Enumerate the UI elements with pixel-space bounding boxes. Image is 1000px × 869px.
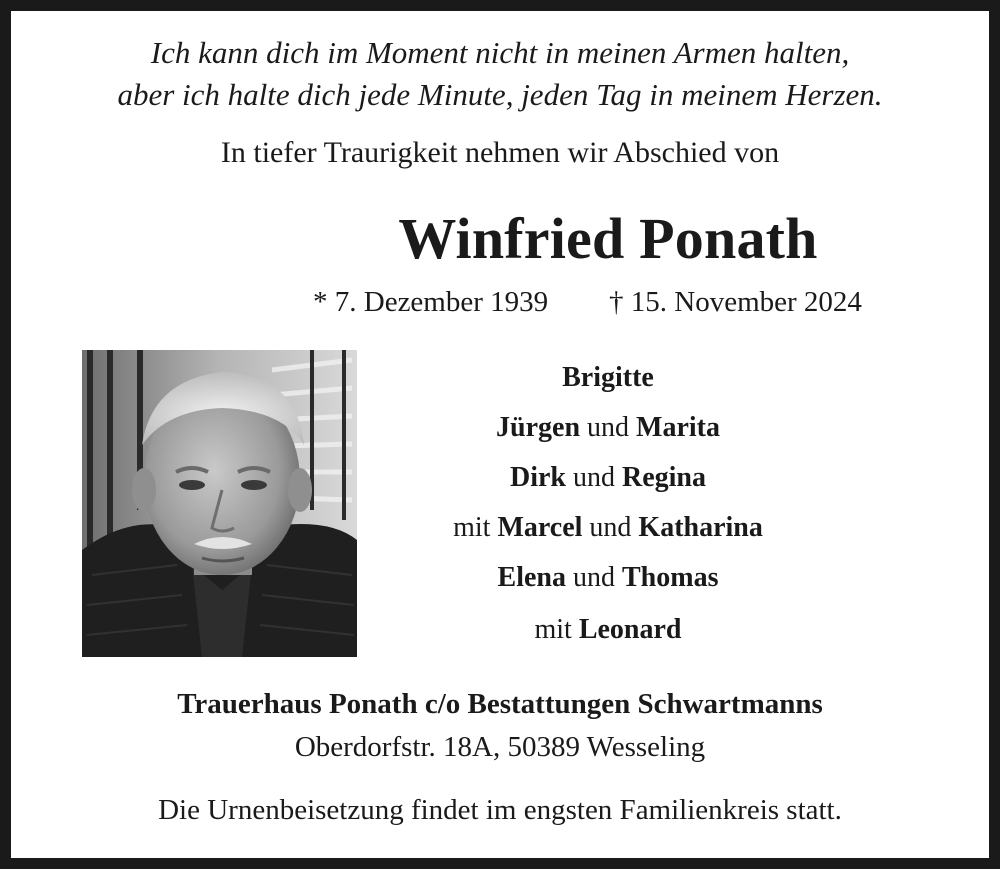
birth-date: * 7. Dezember 1939 [313,286,549,318]
family-name: Dirk [510,462,566,493]
family-name: Elena [497,562,566,593]
family-joiner: und [566,562,622,593]
family-row-2 [380,412,836,444]
family-joiner: und [566,462,622,493]
intro-text: In tiefer Traurigkeit nehmen wir Abschied von [220,136,780,169]
family-name: Marita [636,412,720,443]
family-name: Thomas [622,562,719,593]
family-name: Marcel [497,512,583,543]
family-joiner: und [580,412,637,443]
closing-note: Die Urnenbeisetzung findet im engsten Familienkreis statt. [158,794,842,826]
verse-line-1: Ich kann dich im Moment nicht in meinen Armen halten, [150,35,850,70]
family-joiner: und [582,512,639,543]
family-row-3 [380,462,836,494]
family-row-6 [380,614,836,646]
portrait-illustration [82,350,357,657]
family-row-1 [380,362,836,394]
family-name: Regina [622,462,706,493]
portrait-photo [82,350,357,657]
family-name: Leonard [578,614,682,645]
family-row-4 [380,512,836,544]
family-row-5 [380,562,836,594]
deceased-name: Winfried Ponath [398,206,818,271]
family-name: Jürgen [496,412,581,443]
family-name: Brigitte [562,362,654,393]
family-prefix: mit [453,512,498,543]
mourning-house: Trauerhaus Ponath c/o Bestattungen Schwartmanns [177,688,823,720]
family-name: Katharina [638,512,763,543]
death-date: † 15. November 2024 [609,286,862,318]
family-prefix: mit [534,614,579,645]
verse-line-2: aber ich halte dich jede Minute, jeden Tag in meinem Herzen. [117,77,883,112]
mourning-address: Oberdorfstr. 18A, 50389 Wesseling [294,731,706,763]
